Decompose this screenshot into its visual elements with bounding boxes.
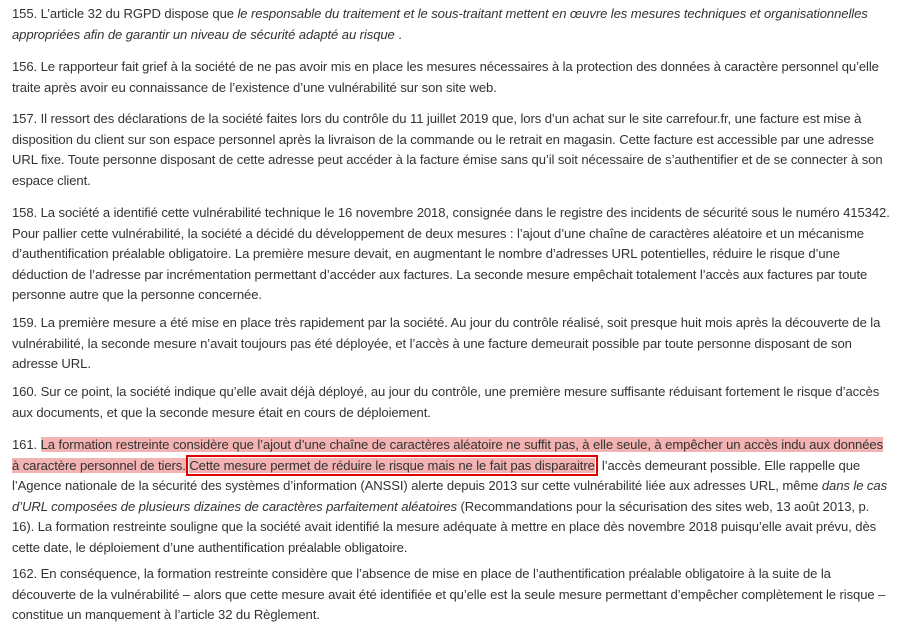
p161-text-2: (Recommandations pour la sécurisation des sites web, 13 août 2013, p. 16). La formation restreinte souligne que la société avait identifié la mesure adéquate à mettre en place dès novembre 2018 puisqu’elle avait prévu, dès cette date, le déploiement d’une authentification préalable obligatoire. <box>12 498 877 555</box>
paragraph-156: 156. Le rapporteur fait grief à la société de ne pas avoir mis en place les mesures nécessaires à la protection des données à caractère personnel qu’elle traite après avoir eu connaissance de l’existence d’une vulnérabilité sur son site web. <box>12 59 879 95</box>
p155-quote: le responsable du traitement et le sous-traitant mettent en œuvre les mesures techniques et organisationnelles appropriées afin de garantir un niveau de sécurité adapté au risque <box>12 6 868 42</box>
p161-number: 161. <box>12 437 41 452</box>
p161-text-1: , l’accès demeurant possible. Elle rappelle que l’Agence nationale de la sécurité des systèmes d’information (ANSSI) alerte depuis 2013 sur cette vulnérabilité liée aux adresses URL, même <box>12 457 861 494</box>
paragraph-162: 162. En conséquence, la formation restreinte considère que l’absence de mise en place de l’authentification préalable obligatoire à la suite de la découverte de la vulnérabilité – alors que cette mesure avait été identifiée et qu’elle est la seule mesure permettant d’empêcher complètement le risque – constitue un manquement à l’article 32 du Règlement. <box>12 566 886 623</box>
p161-italic-text: dans le cas d’URL composées de plusieurs dizaines de caractères parfaitement aléatoires <box>12 478 888 514</box>
p161-highlighted-text: La formation restreinte considère que l’ajout d’une chaîne de caractères aléatoire ne suffit pas, à elle seule, à empêcher un accès indu aux données à caractère personnel de tiers. <box>12 437 884 473</box>
paragraph-161 <box>12 435 892 559</box>
paragraph-157: 157. Il ressort des déclarations de la société faites lors du contrôle du 11 juillet 2019 que, lors d’un achat sur le site carrefour.fr, une facture est mise à disposition du client sur son espace personnel après la livraison de la commande ou le retrait en magasin. Cette facture est accessible par une adresse URL fixe. Toute personne disposant de cette adresse peut accéder à la facture émise sans qu’il soit nécessaire de s’authentifier et de se connecter à son espace client. <box>12 111 883 188</box>
p161-boxed-text: Cette mesure permet de réduire le risque mais ne le fait pas disparaitre <box>189 457 595 473</box>
paragraph-160: 160. Sur ce point, la société indique qu’elle avait déjà déployé, au jour du contrôle, une première mesure suffisante réduisant fortement le risque d’accès aux documents, et que la seconde mesure était en cours de déploiement. <box>12 384 880 420</box>
p155-suffix: . <box>394 26 402 42</box>
paragraph-155 <box>12 4 892 45</box>
paragraph-158: 158. La société a identifié cette vulnérabilité technique le 16 novembre 2018, consignée dans le registre des incidents de sécurité sous le numéro 415342. Pour pallier cette vulnérabilité, la société a décidé du développement de deux mesures : l’ajout d’une chaîne de caractères aléatoire et un mécanisme d’authentification préalable obligatoire. La première mesure devait, en augmentant le nombre d’adresses URL potentielles, réduire le risque d’une déduction de l’adresse par incrémentation permettant d’accéder aux factures. La seconde mesure empêchait totalement l’accès aux factures par toute personne autre que la personne concernée. <box>12 205 890 303</box>
paragraph-159: 159. La première mesure a été mise en place très rapidement par la société. Au jour du contrôle réalisé, soit presque huit mois après la découverte de la vulnérabilité, la seconde mesure n’avait toujours pas été déployée, et l’accès à une facture demeurait possible par toute personne disposant de son adresse URL. <box>12 315 881 372</box>
p155-prefix: 155. L’article 32 du RGPD dispose que <box>12 6 238 21</box>
